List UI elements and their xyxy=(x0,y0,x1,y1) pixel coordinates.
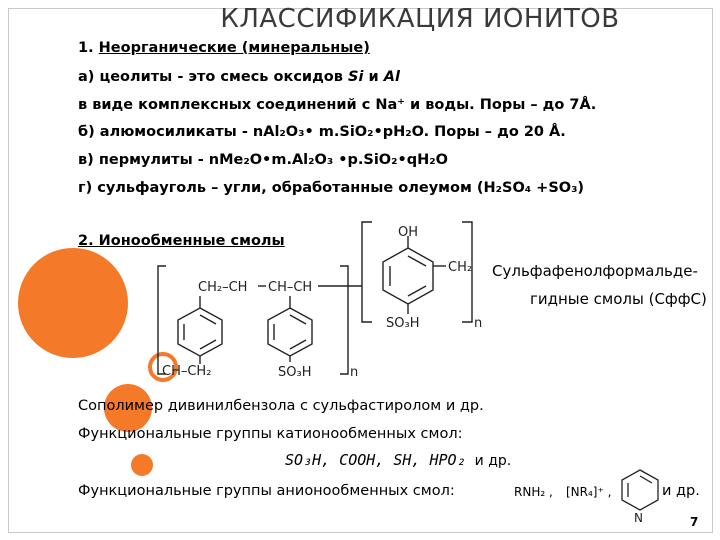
item-a-text: а) цеолиты - это смесь оксидов xyxy=(78,69,343,85)
copolymer-text: Сополимер дивинилбензола с сульфастиролом и др. xyxy=(78,398,484,414)
section1-title: Неорганические (минеральные) xyxy=(98,40,370,56)
item-g: г) сульфауголь – угли, обработанные олеумом (H₂SO₄ +SO₃) xyxy=(78,180,585,196)
label-ch-ch2: CH–CH₂ xyxy=(162,364,212,379)
item-a-al: Al xyxy=(383,69,400,85)
label-n-left: n xyxy=(350,365,359,380)
pyridine-ring xyxy=(622,470,658,510)
cation-suffix: и др. xyxy=(474,453,512,469)
anion-rnh2: RNH₂ , xyxy=(514,485,553,499)
label-so3h-right: SO₃H xyxy=(386,316,420,331)
cation-formula: SO₃H, COOH, SH, HPO₂ xyxy=(285,451,466,469)
label-ch2-right: CH₂ xyxy=(448,260,473,275)
section2-heading: 2. Ионообменные смолы xyxy=(78,233,285,249)
item-a-cont: в виде комплексных соединений с Na⁺ и воды. Поры – до 7Å. xyxy=(78,97,597,113)
pyridine-n-label: N xyxy=(634,511,643,525)
anion-nr4: [NR₄]⁺ , xyxy=(566,485,612,499)
cation-groups-formula xyxy=(285,451,511,469)
item-a-si: Si xyxy=(348,69,364,85)
item-a-and: и xyxy=(368,69,379,85)
label-ch2-ch: CH₂–CH xyxy=(198,280,248,295)
label-oh: OH xyxy=(398,225,419,240)
label-n-right: n xyxy=(474,316,483,331)
item-b: б) алюмосиликаты - nAl₂O₃• m.SiO₂•pH₂O. Поры – до 20 Å. xyxy=(78,124,566,140)
resin-name-line2: гидные смолы (СффС) xyxy=(530,290,707,308)
label-ch-ch: CH–CH xyxy=(268,280,313,295)
anion-groups-label: Функциональные группы анионообменных смол: xyxy=(78,483,455,499)
page-number: 7 xyxy=(690,515,699,529)
label-so3h-left: SO₃H xyxy=(278,365,312,380)
resin-name-line1: Сульфафенолформальде- xyxy=(492,262,698,280)
item-v: в) пермулиты - nMe₂O•m.Al₂O₃ •p.SiO₂•qH₂O xyxy=(78,152,448,168)
page-title: КЛАССИФИКАЦИЯ ИОНИТОВ xyxy=(220,4,620,34)
cation-groups-label: Функциональные группы катионообменных смол: xyxy=(78,426,463,442)
anion-suffix: и др. xyxy=(662,483,700,499)
section1-number: 1. xyxy=(78,40,94,56)
